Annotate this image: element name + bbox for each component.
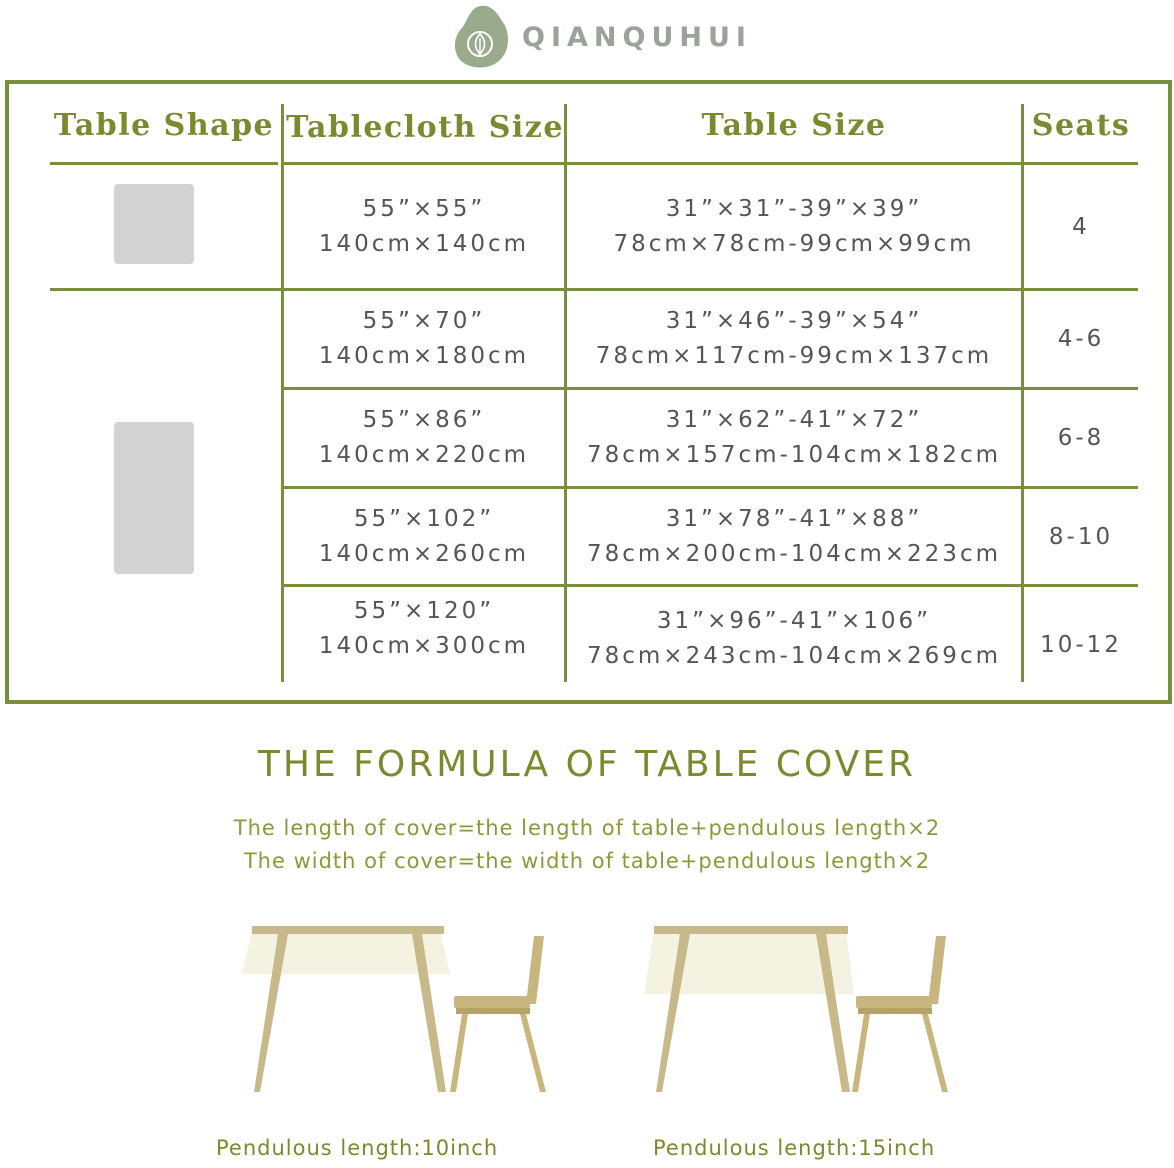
seats-cell: 6-8 — [1057, 425, 1105, 451]
formula-length: The length of cover=the length of table+pendulous length×2 — [233, 816, 941, 840]
chair-seat-edge — [858, 1008, 932, 1014]
table-size-inch: 31”×78”-41”×88” — [665, 505, 923, 532]
seats-cell: 8-10 — [1048, 523, 1114, 550]
chair-back — [526, 936, 544, 1004]
cloth-size-cell — [284, 165, 564, 288]
cloth-size-inch: 55”×70” — [362, 308, 486, 334]
chair-back — [928, 936, 946, 1004]
square-table-shape — [114, 184, 194, 264]
formula-width: The width of cover=the width of table+pendulous length×2 — [243, 849, 931, 873]
table-size-cell — [567, 593, 1021, 685]
cloth-size-cell — [284, 390, 564, 486]
header-seats: Seats — [1031, 108, 1131, 143]
table-size-cm: 78cm×200cm-104cm×223cm — [586, 540, 1001, 567]
table-size-inch: 31”×62”-41”×72” — [665, 407, 923, 433]
chair-leg — [450, 1014, 468, 1092]
seats-cell: 4-6 — [1057, 326, 1105, 352]
table-size-cm: 78cm×78cm-99cm×99cm — [613, 230, 975, 257]
cloth-size-inch: 55”×120” — [353, 598, 495, 624]
chair-leg — [922, 1014, 948, 1092]
pendulous-caption: Pendulous length:10inch — [216, 1136, 499, 1160]
header-table-size: Table Size — [701, 108, 887, 143]
chair-leg — [852, 1014, 870, 1092]
table-size-cell — [567, 165, 1021, 288]
table-top — [654, 926, 848, 934]
header-tablecloth-size: Tablecloth Size — [286, 110, 564, 145]
chair-seat — [856, 996, 932, 1008]
cloth-size-cell — [284, 489, 564, 584]
cloth-size-cm: 140cm×220cm — [318, 442, 530, 468]
brand — [452, 2, 752, 72]
brand-name: QIANQUHUI — [522, 21, 752, 53]
formula-title: THE FORMULA OF TABLE COVER — [257, 744, 917, 785]
table-size-cell — [567, 489, 1021, 584]
table-size-cm: 78cm×243cm-104cm×269cm — [586, 643, 1001, 669]
cloth-size-cm: 140cm×300cm — [318, 633, 530, 659]
table-size-cell — [567, 390, 1021, 486]
pendulous-caption: Pendulous length:15inch — [653, 1136, 936, 1160]
rectangle-table-shape — [114, 422, 194, 574]
leaf-badge-icon — [452, 2, 512, 72]
cloth-size-cm: 140cm×260cm — [318, 540, 530, 567]
table-top — [252, 926, 444, 934]
chair-seat — [454, 996, 530, 1008]
header-table-shape: Table Shape — [53, 108, 275, 143]
chair-seat-edge — [456, 1008, 530, 1014]
table-rule — [50, 162, 278, 165]
seats-cell: 10-12 — [1040, 632, 1122, 658]
table-size-cm: 78cm×117cm-99cm×137cm — [595, 343, 993, 369]
cloth-size-cell — [284, 291, 564, 387]
cloth-size-cm: 140cm×180cm — [318, 343, 530, 369]
table-chair-icon — [642, 922, 962, 1098]
table-size-inch: 31”×46”-39”×54” — [665, 308, 923, 334]
chair-leg — [520, 1014, 546, 1092]
table-chair-icon — [240, 922, 560, 1098]
cloth-size-cm: 140cm×140cm — [318, 230, 530, 257]
table-size-cm: 78cm×157cm-104cm×182cm — [586, 442, 1001, 468]
cloth-size-inch: 55”×102” — [353, 505, 495, 532]
table-size-cell — [567, 291, 1021, 387]
cloth-size-inch: 55”×86” — [362, 407, 486, 433]
table-size-inch: 31”×31”-39”×39” — [665, 195, 923, 222]
seats-cell: 4 — [1072, 213, 1090, 240]
cloth-size-cell — [284, 587, 564, 671]
table-size-inch: 31”×96”-41”×106” — [656, 608, 932, 634]
cloth-size-inch: 55”×55” — [362, 195, 486, 222]
